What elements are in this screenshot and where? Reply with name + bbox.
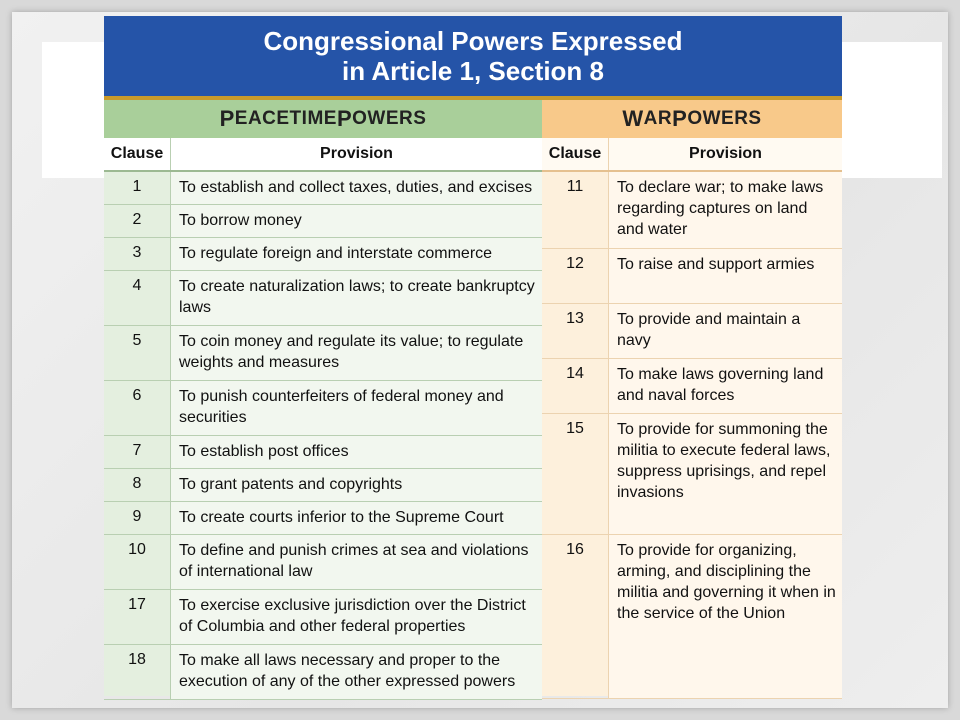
table-row: [104, 270, 542, 325]
clause-number: 12: [542, 248, 609, 303]
table-row: [104, 501, 542, 534]
clause-number: 4: [104, 270, 171, 325]
provision-column-header: Provision: [609, 138, 843, 171]
provision-text: To establish post offices: [171, 435, 543, 468]
clause-number: 18: [104, 644, 171, 699]
peacetime-rows: [104, 171, 542, 699]
table-row: [104, 534, 542, 589]
provision-text: To punish counterfeiters of federal money and securities: [171, 380, 543, 435]
table-row: [542, 534, 842, 698]
clause-number: 10: [104, 534, 171, 589]
table-row: [542, 303, 842, 358]
provision-text: To exercise exclusive jurisdiction over the District of Columbia and other federal properties: [171, 589, 543, 644]
table-row: [104, 204, 542, 237]
provision-text: To provide for organizing, arming, and disciplining the militia and governing it when in the service of the Union: [609, 534, 843, 698]
provision-text: To define and punish crimes at sea and violations of international law: [171, 534, 543, 589]
table-row: [104, 435, 542, 468]
clause-column-header: Clause: [104, 138, 171, 171]
provision-text: To establish and collect taxes, duties, and excises: [171, 171, 543, 204]
clause-number: 9: [104, 501, 171, 534]
war-powers-heading: W AR P OWERS: [542, 100, 842, 138]
provision-text: To make laws governing land and naval forces: [609, 358, 843, 413]
provision-text: To raise and support armies: [609, 248, 843, 303]
provision-text: To make all laws necessary and proper to the execution of any of the other expressed powers: [171, 644, 543, 699]
peacetime-powers-heading: P EACETIME P OWERS: [104, 100, 542, 138]
table-row: [104, 468, 542, 501]
clause-number: 3: [104, 237, 171, 270]
clause-number: 17: [104, 589, 171, 644]
clause-number: 16: [542, 534, 609, 698]
clause-number: 1: [104, 171, 171, 204]
table-row: [104, 589, 542, 644]
table-row: [104, 237, 542, 270]
clause-number: 11: [542, 171, 609, 248]
clause-number: 15: [542, 413, 609, 534]
war-rows: [542, 171, 842, 698]
provision-text: To borrow money: [171, 204, 543, 237]
clause-number: 6: [104, 380, 171, 435]
table-row: [542, 248, 842, 303]
provision-text: To create courts inferior to the Supreme Court: [171, 501, 543, 534]
provision-text: To coin money and regulate its value; to regulate weights and measures: [171, 325, 543, 380]
provision-text: To create naturalization laws; to create bankruptcy laws: [171, 270, 543, 325]
table-row: [104, 171, 542, 204]
powers-table-figure: [104, 16, 842, 696]
table-row: [104, 380, 542, 435]
table-row: [104, 325, 542, 380]
table-row: [542, 413, 842, 534]
clause-column-header: Clause: [542, 138, 609, 171]
provision-text: To provide and maintain a navy: [609, 303, 843, 358]
table-row: [542, 171, 842, 248]
provision-text: To grant patents and copyrights: [171, 468, 543, 501]
clause-number: 13: [542, 303, 609, 358]
clause-number: 2: [104, 204, 171, 237]
war-powers-panel: [542, 100, 842, 696]
table-row: [542, 358, 842, 413]
provision-text: To regulate foreign and interstate commerce: [171, 237, 543, 270]
figure-title-line2: in Article 1, Section 8: [341, 56, 604, 86]
clause-number: 14: [542, 358, 609, 413]
table-row: [104, 644, 542, 699]
provision-text: To provide for summoning the militia to execute federal laws, suppress uprisings, and repel invasions: [609, 413, 843, 534]
clause-number: 5: [104, 325, 171, 380]
figure-title: [104, 16, 842, 100]
peacetime-powers-table: [104, 138, 542, 700]
peacetime-powers-panel: [104, 100, 544, 696]
provision-column-header: Provision: [171, 138, 543, 171]
provision-text: To declare war; to make laws regarding captures on land and water: [609, 171, 843, 248]
clause-number: 8: [104, 468, 171, 501]
figure-title-line1: Congressional Powers Expressed: [263, 26, 683, 56]
war-powers-table: [542, 138, 842, 699]
clause-number: 7: [104, 435, 171, 468]
